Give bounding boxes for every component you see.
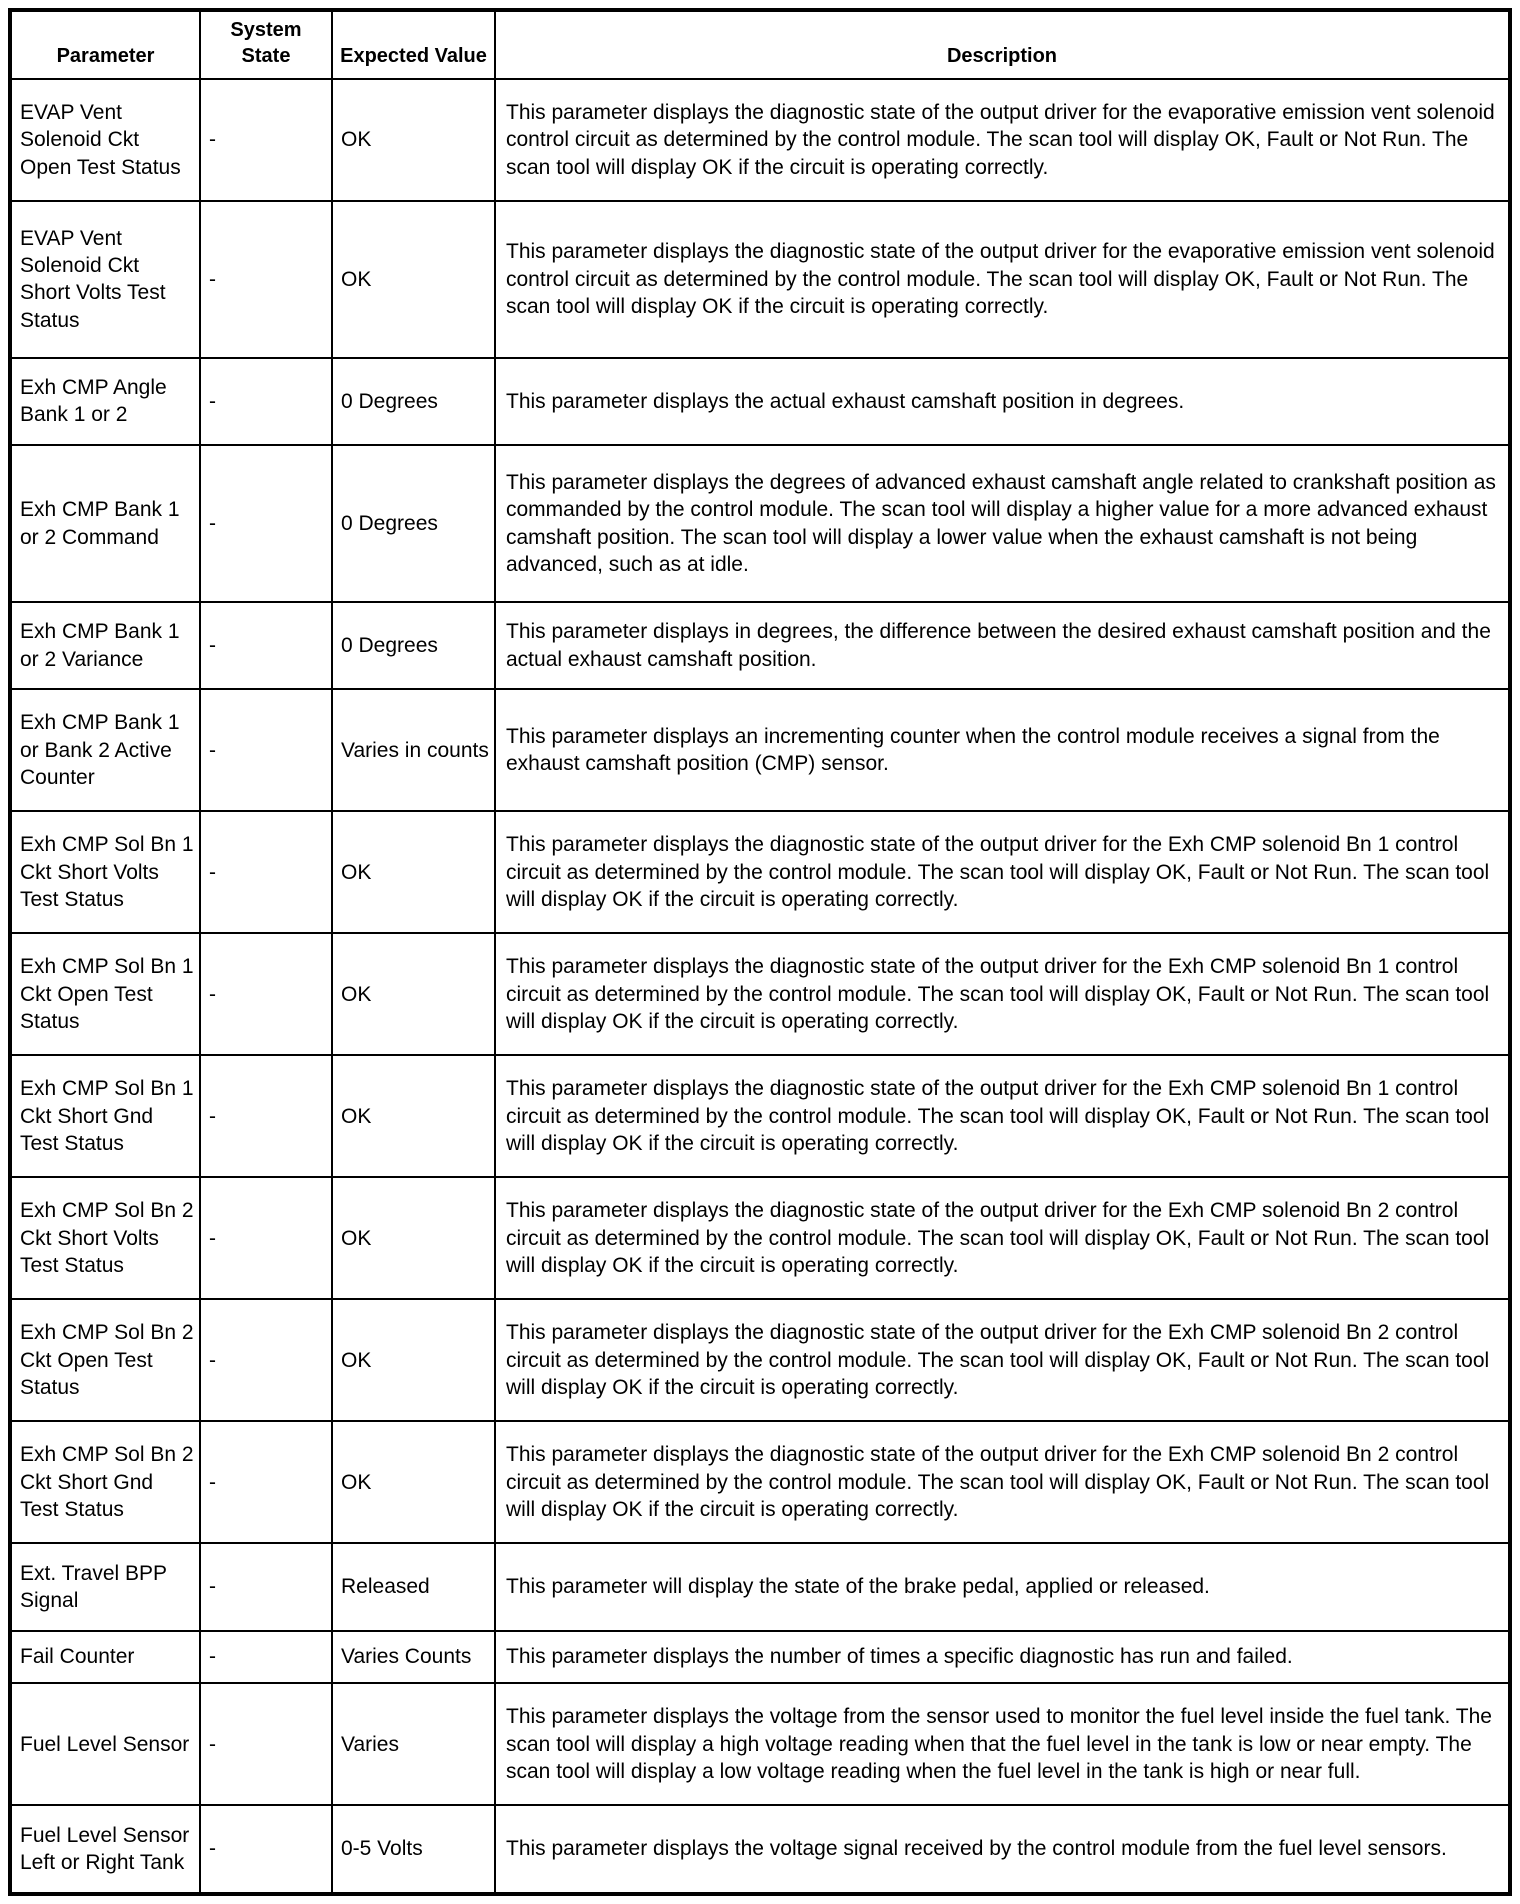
description-cell: This parameter displays the diagnostic state of the output driver for the Exh CMP solenoid Bn 1 control circuit as determined by the control module. The scan tool will display OK, Fault or Not Run. The scan tool will display OK if the circuit is operating correctly. xyxy=(495,811,1510,933)
description-cell: This parameter displays the diagnostic state of the output driver for the Exh CMP solenoid Bn 2 control circuit as determined by the control module. The scan tool will display OK, Fault or Not Run. The scan tool will display OK if the circuit is operating correctly. xyxy=(495,1421,1510,1543)
description-cell: This parameter displays the degrees of advanced exhaust camshaft angle related to crankshaft position as commanded by the control module. The scan tool will display a higher value for a more advanced exhaust camshaft position. The scan tool will display a lower value when the exhaust camshaft is not being advanced, such as at idle. xyxy=(495,445,1510,602)
expected-value-cell: OK xyxy=(332,1055,495,1177)
description-cell: This parameter displays the diagnostic state of the output driver for the evaporative emission vent solenoid control circuit as determined by the control module. The scan tool will display OK, Fault or Not Run. The scan tool will display OK if the circuit is operating correctly. xyxy=(495,79,1510,201)
table-row xyxy=(10,1421,1510,1543)
system-state-cell: - xyxy=(200,1805,332,1894)
system-state-cell: - xyxy=(200,1543,332,1630)
description-cell: This parameter displays the voltage from the sensor used to monitor the fuel level inside the fuel tank. The scan tool will display a high voltage reading when that the fuel level in the tank is low or near empty. The scan tool will display a low voltage reading when the fuel level in the tank is high or near full. xyxy=(495,1683,1510,1805)
description-cell: This parameter displays the actual exhaust camshaft position in degrees. xyxy=(495,358,1510,445)
header-system-state: System State xyxy=(200,10,332,79)
expected-value-cell: 0 Degrees xyxy=(332,602,495,689)
expected-value-cell: OK xyxy=(332,201,495,358)
system-state-cell: - xyxy=(200,1177,332,1299)
description-cell: This parameter displays the diagnostic state of the output driver for the Exh CMP solenoid Bn 2 control circuit as determined by the control module. The scan tool will display OK, Fault or Not Run. The scan tool will display OK if the circuit is operating correctly. xyxy=(495,1177,1510,1299)
expected-value-cell: OK xyxy=(332,933,495,1055)
table-row xyxy=(10,689,1510,811)
table-row xyxy=(10,1683,1510,1805)
system-state-cell: - xyxy=(200,1299,332,1421)
description-cell: This parameter displays the diagnostic state of the output driver for the Exh CMP solenoid Bn 1 control circuit as determined by the control module. The scan tool will display OK, Fault or Not Run. The scan tool will display OK if the circuit is operating correctly. xyxy=(495,1055,1510,1177)
expected-value-cell: OK xyxy=(332,811,495,933)
parameter-cell: Fuel Level Sensor xyxy=(10,1683,200,1805)
system-state-cell: - xyxy=(200,445,332,602)
expected-value-cell: 0-5 Volts xyxy=(332,1805,495,1894)
expected-value-cell: 0 Degrees xyxy=(332,445,495,602)
system-state-cell: - xyxy=(200,201,332,358)
parameter-cell: EVAP Vent Solenoid Ckt Open Test Status xyxy=(10,79,200,201)
expected-value-cell: OK xyxy=(332,1177,495,1299)
table-row xyxy=(10,358,1510,445)
parameter-cell: Exh CMP Sol Bn 2 Ckt Open Test Status xyxy=(10,1299,200,1421)
system-state-cell: - xyxy=(200,1055,332,1177)
description-cell: This parameter displays the diagnostic state of the output driver for the Exh CMP solenoid Bn 2 control circuit as determined by the control module. The scan tool will display OK, Fault or Not Run. The scan tool will display OK if the circuit is operating correctly. xyxy=(495,1299,1510,1421)
parameter-cell: Exh CMP Sol Bn 2 Ckt Short Volts Test Status xyxy=(10,1177,200,1299)
table-row xyxy=(10,602,1510,689)
table-row xyxy=(10,445,1510,602)
header-parameter: Parameter xyxy=(10,10,200,79)
parameter-cell: Exh CMP Angle Bank 1 or 2 xyxy=(10,358,200,445)
parameter-cell: Ext. Travel BPP Signal xyxy=(10,1543,200,1630)
system-state-cell: - xyxy=(200,1683,332,1805)
description-cell: This parameter displays the number of times a specific diagnostic has run and failed. xyxy=(495,1631,1510,1684)
table-row xyxy=(10,1543,1510,1630)
table-row xyxy=(10,1055,1510,1177)
system-state-cell: - xyxy=(200,811,332,933)
header-description: Description xyxy=(495,10,1510,79)
parameter-cell: Exh CMP Bank 1 or Bank 2 Active Counter xyxy=(10,689,200,811)
parameter-cell: Exh CMP Sol Bn 1 Ckt Open Test Status xyxy=(10,933,200,1055)
system-state-cell: - xyxy=(200,79,332,201)
system-state-cell: - xyxy=(200,1631,332,1684)
table-row xyxy=(10,1177,1510,1299)
parameter-cell: Fuel Level Sensor Left or Right Tank xyxy=(10,1805,200,1894)
table-body xyxy=(10,79,1510,1894)
parameter-cell: Exh CMP Sol Bn 1 Ckt Short Volts Test Status xyxy=(10,811,200,933)
system-state-cell: - xyxy=(200,933,332,1055)
table-header xyxy=(10,10,1510,79)
description-cell: This parameter displays an incrementing counter when the control module receives a signal from the exhaust camshaft position (CMP) sensor. xyxy=(495,689,1510,811)
parameter-cell: Exh CMP Sol Bn 2 Ckt Short Gnd Test Status xyxy=(10,1421,200,1543)
table-row xyxy=(10,1631,1510,1684)
expected-value-cell: 0 Degrees xyxy=(332,358,495,445)
description-cell: This parameter will display the state of the brake pedal, applied or released. xyxy=(495,1543,1510,1630)
table-row xyxy=(10,933,1510,1055)
system-state-cell: - xyxy=(200,1421,332,1543)
table-row xyxy=(10,1805,1510,1894)
scan-tool-parameter-table xyxy=(8,8,1512,1896)
expected-value-cell: Varies Counts xyxy=(332,1631,495,1684)
header-expected-value: Expected Value xyxy=(332,10,495,79)
header-row xyxy=(10,10,1510,79)
expected-value-cell: OK xyxy=(332,1421,495,1543)
description-cell: This parameter displays the voltage signal received by the control module from the fuel level sensors. xyxy=(495,1805,1510,1894)
expected-value-cell: Released xyxy=(332,1543,495,1630)
system-state-cell: - xyxy=(200,358,332,445)
system-state-cell: - xyxy=(200,689,332,811)
description-cell: This parameter displays the diagnostic state of the output driver for the Exh CMP solenoid Bn 1 control circuit as determined by the control module. The scan tool will display OK, Fault or Not Run. The scan tool will display OK if the circuit is operating correctly. xyxy=(495,933,1510,1055)
parameter-cell: Exh CMP Bank 1 or 2 Command xyxy=(10,445,200,602)
table-row xyxy=(10,1299,1510,1421)
expected-value-cell: Varies xyxy=(332,1683,495,1805)
description-cell: This parameter displays the diagnostic state of the output driver for the evaporative emission vent solenoid control circuit as determined by the control module. The scan tool will display OK, Fault or Not Run. The scan tool will display OK if the circuit is operating correctly. xyxy=(495,201,1510,358)
expected-value-cell: OK xyxy=(332,1299,495,1421)
expected-value-cell: OK xyxy=(332,79,495,201)
description-cell: This parameter displays in degrees, the difference between the desired exhaust camshaft position and the actual exhaust camshaft position. xyxy=(495,602,1510,689)
parameter-cell: Fail Counter xyxy=(10,1631,200,1684)
parameter-cell: Exh CMP Sol Bn 1 Ckt Short Gnd Test Status xyxy=(10,1055,200,1177)
table-row xyxy=(10,201,1510,358)
table-row xyxy=(10,811,1510,933)
system-state-cell: - xyxy=(200,602,332,689)
table-row xyxy=(10,79,1510,201)
parameter-cell: EVAP Vent Solenoid Ckt Short Volts Test Status xyxy=(10,201,200,358)
expected-value-cell: Varies in counts xyxy=(332,689,495,811)
parameter-cell: Exh CMP Bank 1 or 2 Variance xyxy=(10,602,200,689)
